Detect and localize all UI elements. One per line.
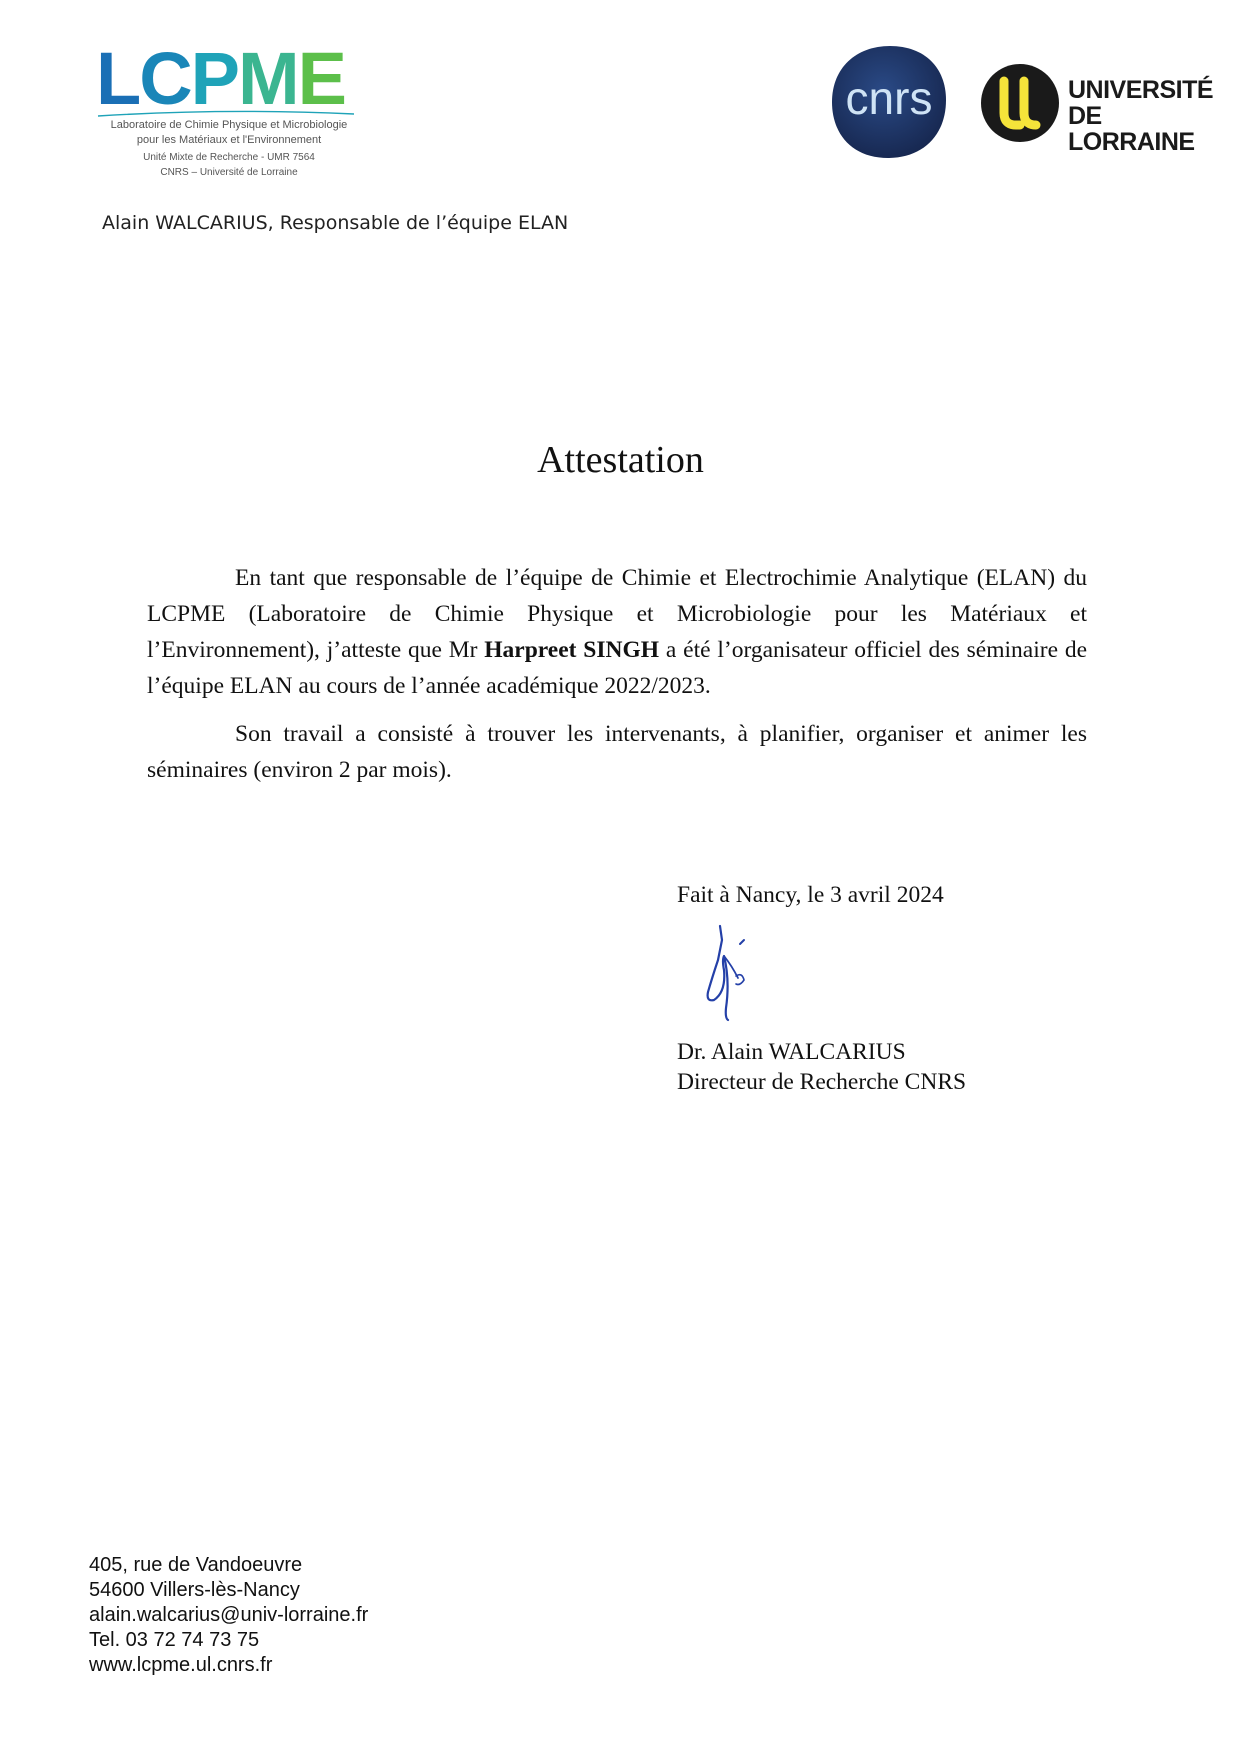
lcpme-unit xyxy=(96,150,362,180)
lcpme-letter-c: C xyxy=(139,37,191,120)
lcpme-subtitle-line-2: pour les Matériaux et l'Environnement xyxy=(136,134,322,146)
footer-city: 54600 Villers-lès-Nancy xyxy=(89,1579,300,1601)
place-date: Fait à Nancy, le 3 avril 2024 xyxy=(677,882,944,908)
paragraph-1 xyxy=(147,560,1087,704)
paragraph-1-before: En tant que responsable de l’équipe de Chimie et Electrochimie Analytique (ELAN) du LCPME (Laboratoire de Chimie Physique et Microbiologie pour les Matériaux et l’Environnement), j’atteste que Mr xyxy=(147,565,1087,663)
handwritten-signature xyxy=(678,920,778,1030)
lcpme-logo xyxy=(96,37,362,182)
signer-title: Directeur de Recherche CNRS xyxy=(677,1069,967,1095)
ul-line-1: UNIVERSITÉ xyxy=(1068,76,1214,104)
page-title: Attestation xyxy=(537,439,704,481)
footer-contact xyxy=(89,1553,368,1678)
paragraph-1-after: a été l’organisateur officiel des séminaire de l’équipe ELAN au cours de l’année académique 2022/2023. xyxy=(147,637,1087,699)
attested-person-name: Harpreet SINGH xyxy=(484,637,660,663)
universite-lorraine-logo xyxy=(980,63,1220,156)
lcpme-unit-line-1: Unité Mixte de Recherche - UMR 7564 xyxy=(143,152,315,163)
cnrs-logo xyxy=(830,44,948,160)
lcpme-subtitle xyxy=(96,118,362,148)
cnrs-wordmark: cnrs xyxy=(845,72,933,124)
footer-email[interactable]: alain.walcarius@univ-lorraine.fr xyxy=(89,1604,369,1626)
ul-line-2: DE LORRAINE xyxy=(1068,102,1195,156)
lcpme-wordmark xyxy=(96,37,346,120)
lcpme-letter-p: P xyxy=(190,37,239,120)
ul-wordmark xyxy=(1068,77,1220,155)
lcpme-subtitle-line-1: Laboratoire de Chimie Physique et Microbiologie xyxy=(110,119,348,131)
signer-block xyxy=(677,1037,966,1097)
lcpme-letter-l: L xyxy=(96,37,140,120)
ul-emblem xyxy=(980,63,1060,143)
footer-phone: Tel. 03 72 74 73 75 xyxy=(89,1629,260,1651)
author-line: Alain WALCARIUS, Responsable de l’équipe ELAN xyxy=(102,212,569,234)
footer-street: 405, rue de Vandoeuvre xyxy=(89,1554,303,1576)
signer-name: Dr. Alain WALCARIUS xyxy=(677,1039,906,1065)
footer-website[interactable]: www.lcpme.ul.cnrs.fr xyxy=(89,1654,273,1676)
paragraph-2: Son travail a consisté à trouver les intervenants, à planifier, organiser et animer les séminaires (environ 2 par mois). xyxy=(147,721,1087,783)
lcpme-unit-line-2: CNRS – Université de Lorraine xyxy=(160,167,298,178)
lcpme-letter-e: E xyxy=(297,37,346,120)
attestation-body xyxy=(147,560,1087,800)
lcpme-letter-m: M xyxy=(238,37,298,120)
